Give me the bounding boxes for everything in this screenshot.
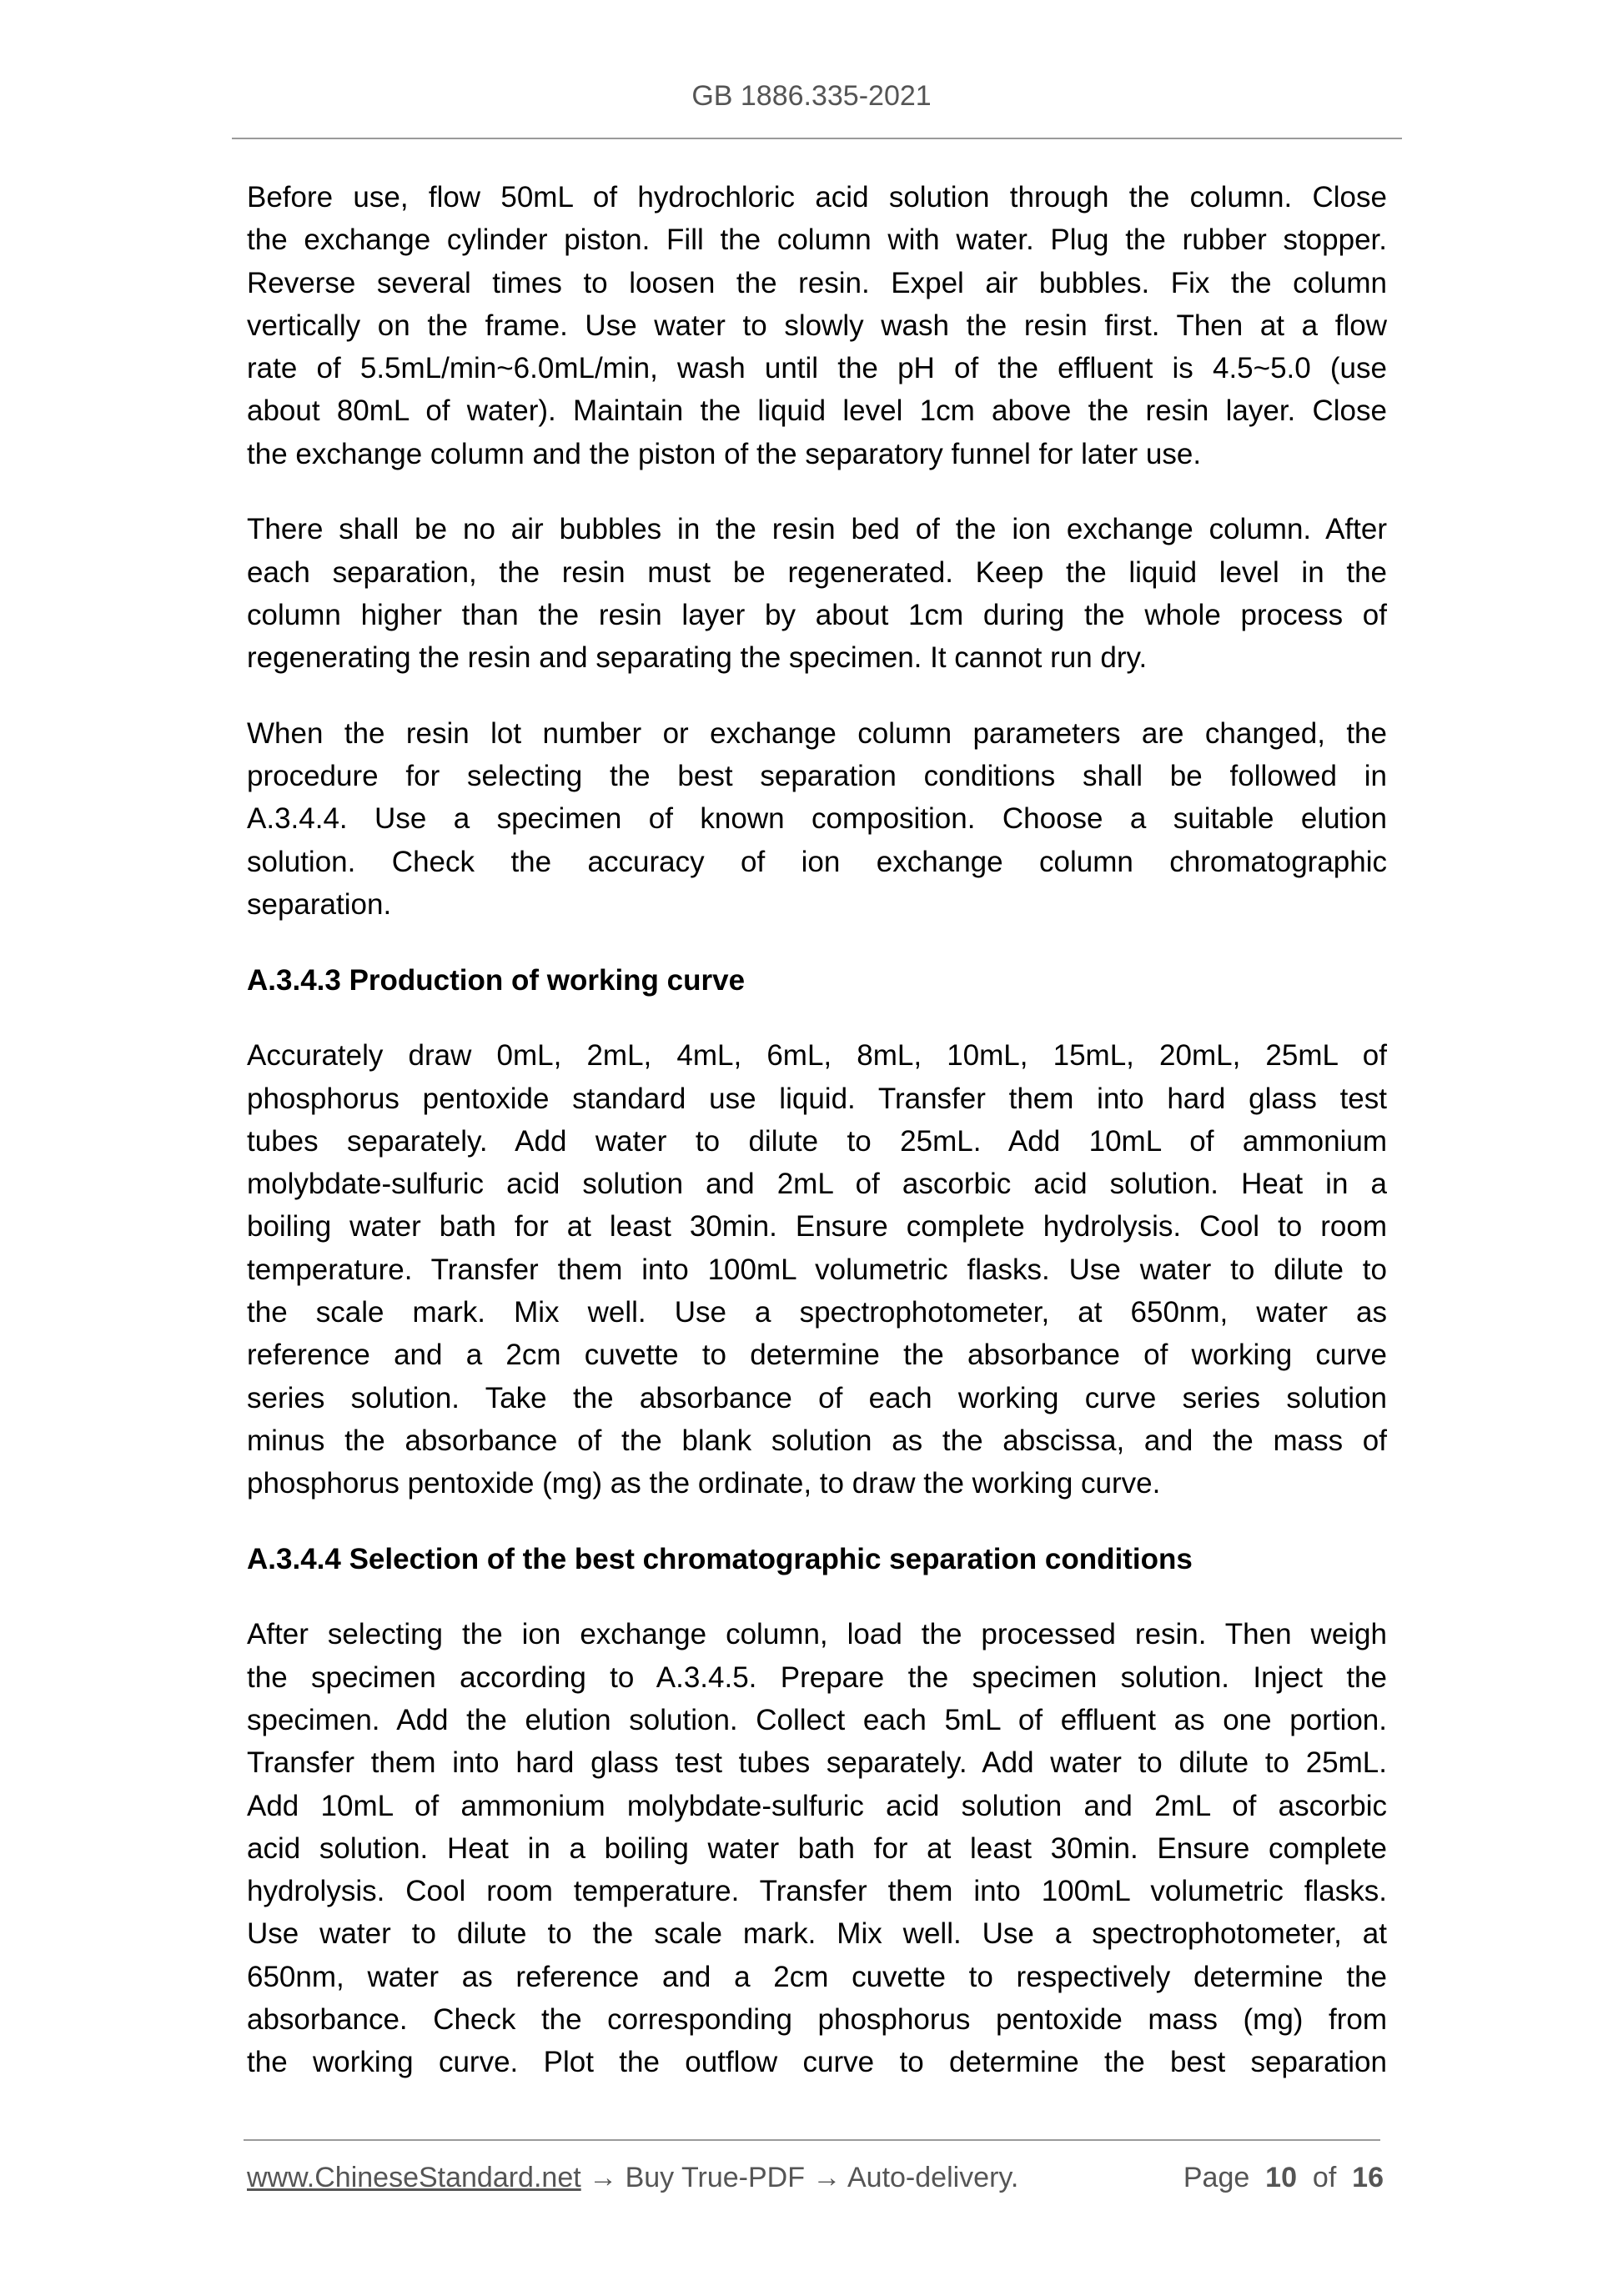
- text-line: temperature. Transfer them into 100mL volumetric flasks. Use water to dilute to: [247, 1253, 1387, 1286]
- paragraph: [247, 508, 1387, 679]
- text-line: molybdate-sulfuric acid solution and 2mL of ascorbic acid solution. Heat in a: [247, 1168, 1387, 1201]
- text-line: boiling water bath for at least 30min. Ensure complete hydrolysis. Cool to room: [247, 1210, 1387, 1243]
- text-line: acid solution. Heat in a boiling water bath for at least 30min. Ensure complete: [247, 1831, 1387, 1865]
- text-line: the scale mark. Mix well. Use a spectrophotometer, at 650nm, water as: [247, 1296, 1387, 1329]
- text-line: the exchange column and the piston of the separatory funnel for later use.: [247, 437, 1202, 470]
- paragraph: [247, 1034, 1387, 1505]
- text-line: the exchange cylinder piston. Fill the column with water. Plug the rubber stopper.: [247, 224, 1387, 257]
- footer-promo: [247, 2162, 1018, 2194]
- text-line: separation.: [247, 888, 392, 922]
- text-line: tubes separately. Add water to dilute to 25mL. Add 10mL of ammonium: [247, 1124, 1387, 1158]
- text-line: Accurately draw 0mL, 2mL, 4mL, 6mL, 8mL, 10mL, 15mL, 20mL, 25mL of: [247, 1039, 1387, 1073]
- text-line: A.3.4.4 Selection of the best chromatographic separation conditions: [247, 1542, 1193, 1575]
- text-line: rate of 5.5mL/min~6.0mL/min, wash until the pH of the effluent is 4.5~5.0 (use: [247, 352, 1387, 385]
- paragraph: [247, 176, 1387, 475]
- text-line: A.3.4.3 Production of working curve: [247, 963, 746, 997]
- text-line: procedure for selecting the best separation conditions shall be followed in: [247, 760, 1387, 793]
- footer-divider: [244, 2139, 1380, 2141]
- text-line: Before use, flow 50mL of hydrochloric acid solution through the column. Close: [247, 181, 1387, 214]
- footer-tagline: → Buy True-PDF → Auto-delivery.: [580, 2162, 1019, 2193]
- text-line: phosphorus pentoxide standard use liquid. Transfer them into hard glass test: [247, 1082, 1387, 1115]
- text-line: minus the absorbance of the blank solution as the abscissa, and the mass of: [247, 1424, 1387, 1457]
- page-total: 16: [1352, 2162, 1384, 2193]
- text-line: reference and a 2cm cuvette to determine the absorbance of working curve: [247, 1339, 1387, 1372]
- text-line: each separation, the resin must be regenerated. Keep the liquid level in the: [247, 555, 1387, 589]
- page-footer: [247, 2162, 1384, 2194]
- website-link[interactable]: www.ChineseStandard.net: [247, 2162, 581, 2193]
- text-line: regenerating the resin and separating the specimen. It cannot run dry.: [247, 641, 1148, 675]
- section-heading: [247, 959, 1387, 1002]
- text-line: the specimen according to A.3.4.5. Prepare the specimen solution. Inject the: [247, 1660, 1387, 1694]
- text-line: specimen. Add the elution solution. Collect each 5mL of effluent as one portion.: [247, 1703, 1387, 1736]
- text-line: Add 10mL of ammonium molybdate-sulfuric acid solution and 2mL of ascorbic: [247, 1789, 1387, 1822]
- document-body: [247, 176, 1387, 2117]
- text-line: about 80mL of water). Maintain the liquid level 1cm above the resin layer. Close: [247, 394, 1387, 428]
- text-line: Use water to dilute to the scale mark. Mix well. Use a spectrophotometer, at: [247, 1917, 1387, 1951]
- text-line: A.3.4.4. Use a specimen of known composition. Choose a suitable elution: [247, 802, 1387, 836]
- paragraph: [247, 1613, 1387, 2083]
- section-heading: [247, 1538, 1387, 1580]
- header-divider: [232, 138, 1402, 139]
- text-line: 650nm, water as reference and a 2cm cuvette to respectively determine the: [247, 1960, 1387, 1993]
- page-number: [1183, 2162, 1384, 2194]
- text-line: After selecting the ion exchange column, load the processed resin. Then weigh: [247, 1618, 1387, 1651]
- of-label: of: [1312, 2162, 1337, 2193]
- text-line: solution. Check the accuracy of ion exchange column chromatographic: [247, 845, 1387, 878]
- text-line: phosphorus pentoxide (mg) as the ordinate, to draw the working curve.: [247, 1467, 1161, 1500]
- document-header-id: GB 1886.335-2021: [691, 80, 932, 112]
- text-line: the working curve. Plot the outflow curve to determine the best separation: [247, 2046, 1387, 2079]
- text-line: hydrolysis. Cool room temperature. Transfer them into 100mL volumetric flasks.: [247, 1875, 1387, 1908]
- text-line: When the resin lot number or exchange column parameters are changed, the: [247, 716, 1387, 750]
- text-line: Transfer them into hard glass test tubes separately. Add water to dilute to 25mL.: [247, 1746, 1387, 1780]
- paragraph: [247, 712, 1387, 926]
- text-line: series solution. Take the absorbance of each working curve series solution: [247, 1381, 1387, 1414]
- text-line: column higher than the resin layer by about 1cm during the whole process of: [247, 598, 1387, 631]
- text-line: absorbance. Check the corresponding phosphorus pentoxide mass (mg) from: [247, 2003, 1387, 2037]
- text-line: There shall be no air bubbles in the resin bed of the ion exchange column. After: [247, 513, 1387, 546]
- page-current: 10: [1265, 2162, 1297, 2193]
- page-label: Page: [1183, 2162, 1250, 2193]
- text-line: vertically on the frame. Use water to slowly wash the resin first. Then at a flow: [247, 309, 1387, 342]
- text-line: Reverse several times to loosen the resin. Expel air bubbles. Fix the column: [247, 266, 1387, 299]
